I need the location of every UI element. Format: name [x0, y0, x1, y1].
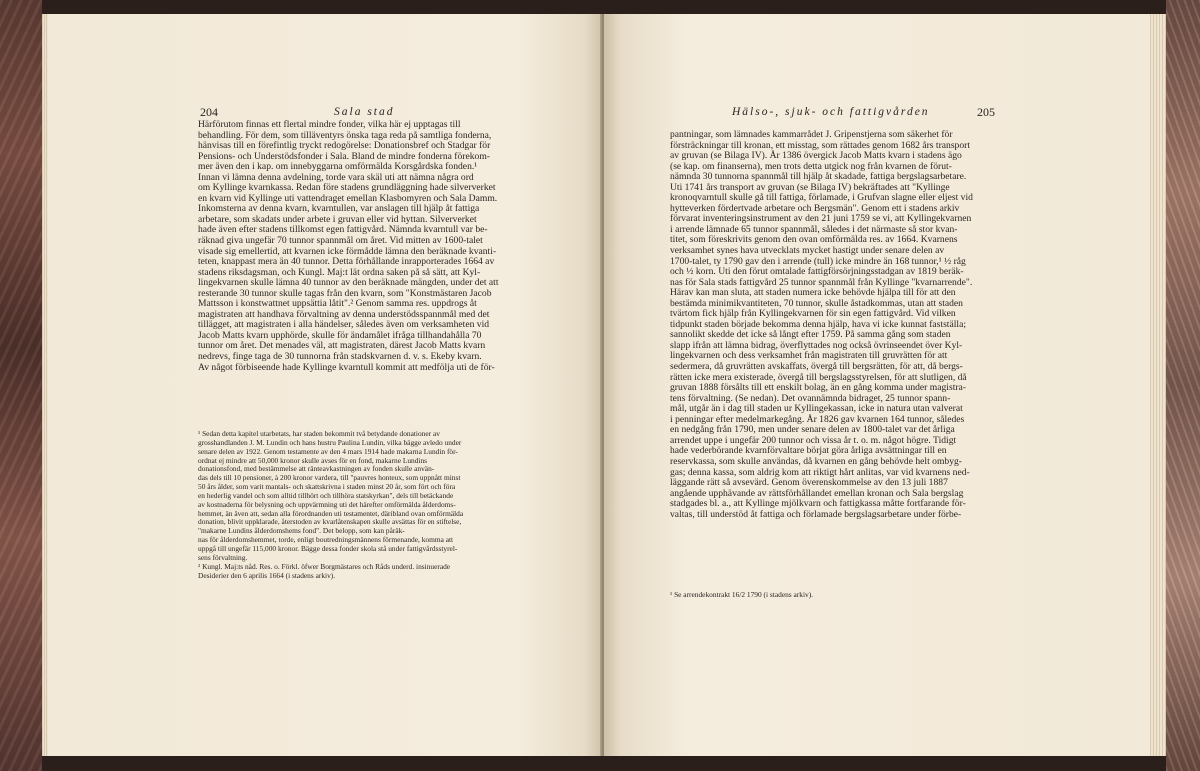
page-edges-right	[1150, 14, 1166, 756]
body-line: tunnor om året. Det menades väl, att magistraten, därest Jacob Matts kvarn	[198, 340, 486, 352]
left-footnotes	[198, 429, 464, 580]
body-line: Härförutom finnas ett flertal mindre fonder, vilka här ej upptagas till	[198, 119, 461, 130]
body-line: hade även efter stadens tillkomst egen fattigvård. Nämnda kvarntull var be-	[198, 224, 488, 236]
body-line: lingekvarnen och dess verksamhet från magistraten till gruvrätten för att	[670, 350, 948, 362]
footnote-line: nas för ålderdomshemmet, torde, enligt boutredningsmännens förmenande, komma att	[198, 535, 454, 545]
left-running-title: Sala stad	[334, 106, 395, 118]
body-line: lingekvarnen skulle lämna 40 tunnor av den beräknade mängden, under det att	[198, 277, 499, 289]
body-line: 1700-talet, ty 1790 gav den i arrende (tull) icke mindre än 168 tunnor,¹ ½ råg	[670, 255, 966, 267]
footnote-line: senare delen av 1922. Genom testamente av den 4 mars 1914 hade makarna Lundin för-	[198, 446, 458, 456]
body-line: slapp ifrån att lämna bidrag, överflyttades nog också övrinseendet över Kyl-	[670, 339, 963, 351]
body-line: om Kyllinge kvarnkassa. Redan före stadens grundläggning hade silververket	[198, 182, 496, 194]
marbled-edge-left	[0, 0, 42, 771]
footnote-line: grosshandlanden J. M. Lundin och hans hustru Paulina Lundin, vilka bägge avledo under	[198, 437, 462, 447]
right-running-title: Hälso-, sjuk- och fattigvården	[732, 106, 930, 118]
body-line: resterande 30 tunnor skulle tagas från den kvarn, som "Konstmästaren Jacob	[198, 287, 492, 299]
right-running-head	[732, 104, 995, 120]
body-line: tens förvaltning. (Se nedan). Det ovannämnda bidraget, 25 tunnor spann-	[670, 392, 951, 404]
body-line: tvärtom fick hjälp från Kyllingekvarnen för sin egen fattigvård. Vid vilken	[670, 308, 956, 320]
body-line: mer även den i kap. om innebyggarna omförmälda Korsgårdska fonden.¹	[198, 161, 478, 173]
body-line: i arrende lämnade 65 tunnor spannmål, således i det närmaste så stor kvan-	[670, 223, 958, 235]
body-line: nedrevs, finge taga de 30 tunnorna från stadskvarnen d. v. s. Ekeby kvarn.	[198, 351, 482, 363]
body-line: sedermera, då gruvrätten avskaffats, övergå till bergsrätten, för att, då bergs-	[670, 361, 963, 373]
body-line: pantningar, som lämnades kammarrådet J. Gripenstjerna som säkerhet för	[670, 129, 953, 140]
footnote-line: av kostnaderna för belysning och uppvärmning uti det härefter omförmälda ålderdoms-	[198, 499, 456, 509]
body-line: Inkomsterna av denna kvarn, kvarntullen, var anslagen till hjälp åt fattiga	[198, 203, 480, 215]
body-line: och ½ korn. Uti den förut omtalade fattigförsörjningsstadgan av 1819 beräk-	[670, 266, 964, 278]
body-line: förvarat inventeringsinstrument av den 21 juni 1759 se vi, att Kyllingekvarnen	[670, 213, 972, 225]
left-running-head	[200, 104, 448, 120]
body-line: nämnda 30 tunnorna spannmål till hjälp åt skadade, fattiga bergslagsarbetare.	[670, 171, 967, 183]
footnote-line: Desiderier den 6 aprilis 1664 (i stadens arkiv).	[198, 570, 336, 580]
right-page	[604, 14, 1150, 756]
body-line: stadens riksdagsman, och Kungl. Maj:t lät ordna saken på så sätt, att Kyl-	[198, 266, 481, 278]
body-line: i penningar efter medelmarkegång. År 1826 gav kvarnen 164 tunnor, således	[670, 413, 965, 425]
footnote-line: hemmet, än även att, sedan alla förordnanden uti testamentet, däribland ovan omförmälda	[198, 508, 464, 518]
body-line: Av något förbiseende hade Kyllinge kvarntull kommit att medfölja uti de för-	[198, 361, 495, 373]
left-page-number: 204	[200, 105, 218, 119]
body-line: kronoqvarntull skulle gå till fattiga, förlamade, i Grufvan slagne eller eljest vid	[670, 192, 973, 204]
body-line: behandling. För dem, som tilläventyrs önska taga reda på samtliga fonderna,	[198, 129, 492, 141]
body-line: stadgades bl. a., att Kyllinge mjölkvarn och fattigkassa måtte fortfarande för-	[670, 498, 966, 510]
body-line: Jacob Matts kvarn upphörde, skulle för ändamålet ifråga tillhandahålla 70	[198, 329, 482, 341]
footnote-line: das dels till 10 pensioner, à 200 kronor vardera, till "pauvres honteux, som uppnått minst	[198, 473, 461, 483]
body-line: gas; denna kassa, som aldrig kom att riktigt hårt anlitas, var vid kvarnens ned-	[670, 466, 970, 478]
footnote-line: ¹ Se arrendekontrakt 16/2 1790 (i stadens arkiv).	[670, 590, 814, 599]
body-line: arbetare, som skadats under arbete i gruvan eller vid hyttan. Silververket	[198, 213, 477, 225]
body-line: nas för Sala stads fattigvård 25 tunnor spannmål från Kyllinge "kvarnarrende".	[670, 276, 973, 288]
body-line: en kvarn vid Kyllinge uti vattendraget emellan Klasbomyren och Sala Damm.	[198, 192, 498, 204]
body-line: teten, knappast mera än 40 tunnor. Detta förhållande inrapporterades 1664 av	[198, 256, 495, 268]
body-line: titet, som föreskrivits genom den ovan omförmälda res. av 1664. Kvarnens	[670, 234, 958, 246]
body-line: gruvan 1888 försålts till ett enskilt bolag, än en gång komma under magistra-	[670, 382, 967, 394]
footnote-line: donationsfond, med bestämmelse att ränteavkastningen av fonden skulle använ-	[198, 464, 435, 474]
body-line: försträckningar till kronan, ett misstag, som rättades genom 1682 års transport	[670, 139, 971, 151]
body-line: rätten icke mera existerade, övergå till bergslagsstyrelsen, för att slutligen, då	[670, 371, 967, 383]
body-line: läggande rätt så avsevärd. Genom överenskommelse av den 13 juli 1887	[670, 477, 948, 489]
body-line: valtas, till understöd åt fattiga och förlamade bergslagsarbetare under förbe-	[670, 508, 962, 520]
body-line: Innan vi lämna denna avdelning, torde vara skäl uti att nämna några ord	[198, 171, 474, 183]
right-footnotes	[670, 591, 930, 600]
body-line: magistraten att handhava förvaltning av denna understödsspannmål med det	[198, 308, 490, 320]
body-line: reservkassa, som skulle användas, då kvarnen en gång behövde helt ombyg-	[670, 455, 962, 467]
body-line: angående upphävande av rättsförhållandet emellan kronan och Sala bergslag	[670, 487, 964, 499]
footnote-line: ² Kungl. Maj:ts nåd. Res. o. Förkl. öfwer Borgmästares och Råds underd. insinuerade	[198, 561, 451, 571]
footnote-line: en hederlig vandel och som alltid tillhört och tillhöra statskyrkan", dels till betäckande	[198, 490, 454, 500]
footnote-line: ¹ Sedan detta kapitel utarbetats, har staden bekommit två betydande donationer av	[198, 429, 440, 438]
body-line: arrendet uppe i ungefär 200 tunnor och vissa år t. o. m. något högre. Tidigt	[670, 434, 957, 446]
footnote-line: ordnat ej mindre att 50,000 kronor skulle avses för en fond, makarne Lundins	[198, 455, 428, 465]
body-line: tidpunkt staden började bekomma denna hjälp, hava vi icke kunnat fastställa;	[670, 318, 966, 330]
body-line: bestämda minimikvantiteten, 70 tunnor, skulle åstadkommas, utan att staden	[670, 297, 963, 309]
body-line: mål, utgår än i dag till staden ur Kyllingekassan, icke in natura utan valverat	[670, 403, 963, 415]
body-line: en nedgång från 1790, men under senare delen av 1800-talet var det årliga	[670, 424, 955, 436]
right-page-number: 205	[977, 105, 995, 119]
footnote-line: "makarne Lundins ålderdomshems fond". Det belopp, som kan påräk-	[198, 526, 405, 536]
body-line: (se kap. om finanserna), men trots detta utgick nog från kvarnen de förut-	[670, 160, 952, 172]
footnote-line: 50 års ålder, som varit mantals- och skattskrivna i staden minst 20 år, som fört och föra	[198, 482, 456, 492]
body-line: hänvisas till en förefintlig tryckt redogörelse: Donationsbref och Stadgar för	[198, 140, 491, 152]
body-line: hade vederbörande kvarnförvaltare börjat göra årliga avsättningar till en	[670, 445, 947, 457]
body-line: Mattsson i konstwattnet uppsättia låtit".² Genom samma res. uppdrogs åt	[198, 298, 477, 310]
marbled-edge-right	[1166, 0, 1200, 771]
left-body-text	[198, 119, 499, 373]
footnote-line: donation, blivit uppklarade, återstoden av kvarlåtenskapen skulle avsättas för en stiftelse,	[198, 517, 462, 527]
body-line: av gruvan (se Bilaga IV). År 1386 övergick Jacob Matts kvarn i stadens ägo	[670, 150, 962, 162]
body-line: tillägget, att magistraten i alla händelser, således även om verksamheten vid	[198, 319, 490, 331]
body-line: sannolikt skedde det icke så långt efter 1759. På samma gång som staden	[670, 329, 951, 341]
body-line: Uti 1741 års transport av gruvan (se Bilaga IV) bekräftades att "Kyllinge	[670, 181, 950, 193]
footnote-line: sens förvaltning.	[198, 552, 248, 562]
body-line: verksamhet synes hava utvecklats mycket hastigt under senare delen av	[670, 245, 945, 257]
body-line: Härav kan man sluta, att staden numera icke behövde hjälpa till för att den	[670, 287, 956, 299]
body-line: Pensions- och Understödsfonder i Sala. Bland de mindre fonderna förekom-	[198, 150, 491, 162]
body-line: hytteverken fördertvade arbetare och Bergsmän". Genom ett i stadens arkiv	[670, 202, 960, 214]
body-line: visade sig emellertid, att kvarnen icke förmådde lämna den beräknade kvanti-	[198, 245, 497, 257]
body-line: räknad giva ungefär 70 tunnor spannmål om året. Vid mitten av 1600-talet	[198, 235, 483, 247]
right-body-text	[670, 129, 973, 520]
left-page	[48, 14, 602, 756]
footnote-line: uppgå till ungefär 115,000 kronor. Bägge dessa fonder skola stå under fattigvårdsstyrel-	[198, 543, 458, 553]
